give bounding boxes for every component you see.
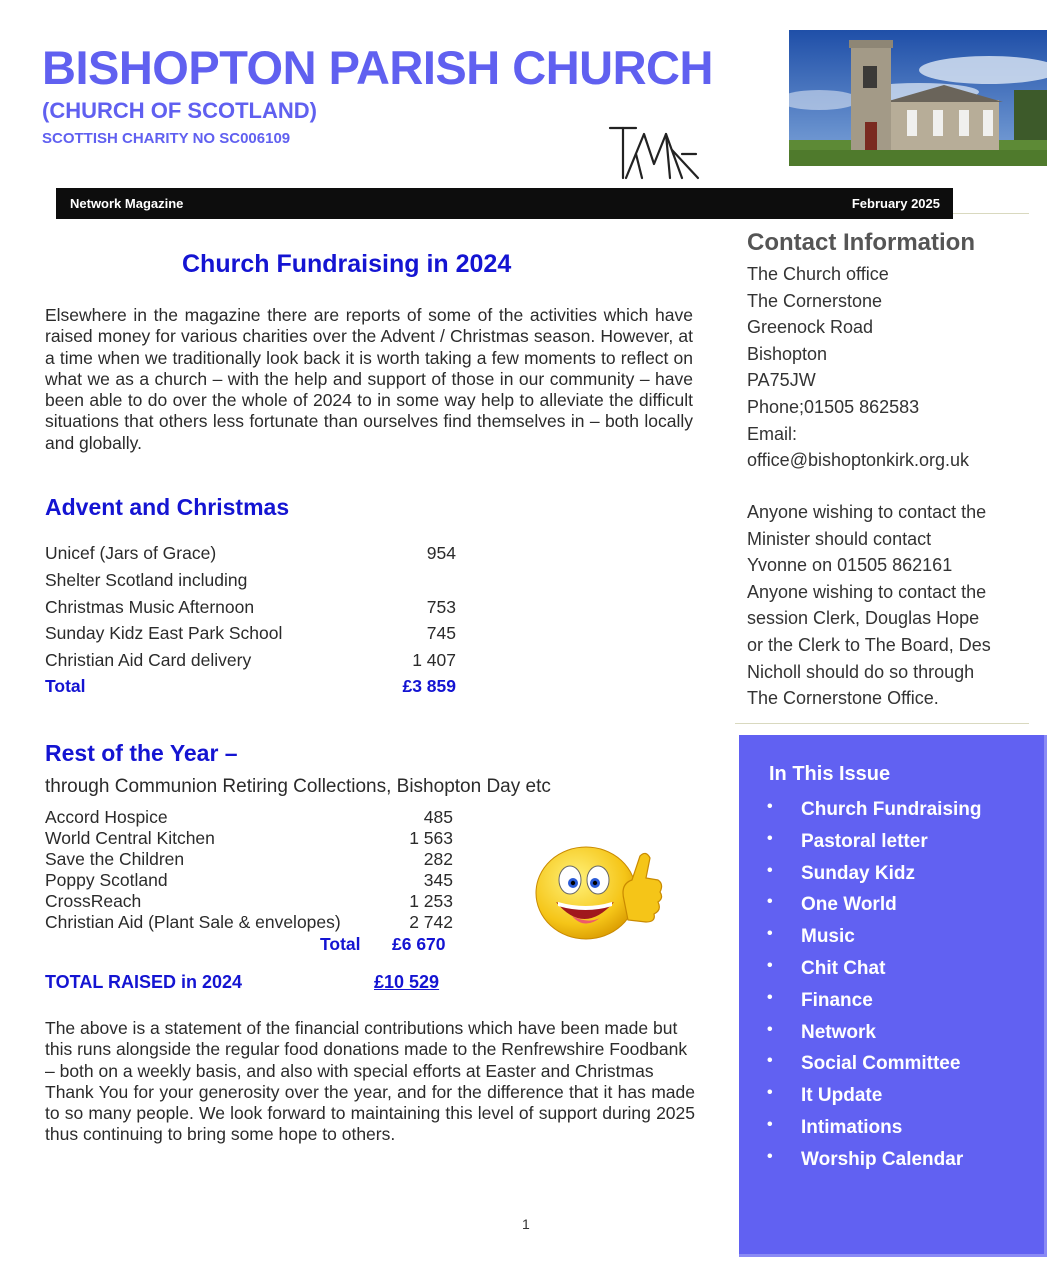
bullet-icon: • <box>767 829 773 847</box>
in-this-issue-box <box>739 735 1047 1257</box>
rest-subheading: through Communion Retiring Collections, Bishopton Day etc <box>45 776 551 797</box>
total-label: Total <box>45 676 86 696</box>
contact-note: Yvonne on 01505 862161 <box>747 555 953 576</box>
row-value: 1 253 <box>409 891 453 911</box>
row-value: 1 563 <box>409 828 453 848</box>
divider <box>953 213 1029 214</box>
contact-heading: Contact Information <box>747 229 975 256</box>
closing-paragraph: Thank You for your generosity over the year, and for the difference that it has made to so many people. We look forward to maintaining this level of support during 2025 thus continuing to bring some hope to others. <box>45 1081 695 1145</box>
row-value: 2 742 <box>409 912 453 932</box>
page-number: 1 <box>522 1216 530 1232</box>
contact-line: Phone;01505 862583 <box>747 396 920 417</box>
closing-text <box>45 1018 695 1146</box>
in-this-issue-title: In This Issue <box>769 763 891 785</box>
contact-block <box>747 261 969 474</box>
bullet-icon: • <box>767 1020 773 1038</box>
bullet-icon: • <box>767 1084 773 1102</box>
row-label: Sunday Kidz East Park School <box>45 623 283 643</box>
row-value: 345 <box>423 870 453 890</box>
rest-row <box>45 891 455 912</box>
contact-line: Email: <box>747 423 798 444</box>
advent-row <box>45 623 458 644</box>
issue-item-label: Church Fundraising <box>801 799 982 820</box>
advent-heading: Advent and Christmas <box>45 494 290 520</box>
issue-item[interactable] <box>767 894 982 926</box>
issue-item-label: It Update <box>801 1085 883 1107</box>
rest-row <box>45 849 455 870</box>
closing-paragraph: The above is a statement of the financial contributions which have been made but this runs alongside the regular food donations made to the Renfrewshire Foodbank – both on a weekly basis, and also with special efforts at Easter and Christmas <box>45 1018 688 1081</box>
rest-total-row <box>320 934 446 955</box>
row-value: 1 407 <box>412 650 456 670</box>
issue-item-label: Sunday Kidz <box>801 862 916 884</box>
advent-row <box>45 570 458 591</box>
banner-issue-date: February 2025 <box>851 196 940 211</box>
contact-notes <box>747 499 991 712</box>
contact-note: session Clerk, Douglas Hope <box>747 608 980 629</box>
bullet-icon: • <box>767 956 773 974</box>
magazine-banner <box>56 188 953 219</box>
contact-note: or the Clerk to The Board, Des <box>747 634 991 655</box>
advent-row <box>45 543 458 564</box>
contact-note: Anyone wishing to contact the <box>747 581 987 602</box>
issue-item-label: Worship Calendar <box>801 1148 964 1170</box>
rest-row <box>45 828 455 849</box>
rest-row <box>45 912 455 933</box>
church-photo <box>789 30 1047 166</box>
contact-note: Nicholl should do so through <box>747 661 975 682</box>
divider <box>735 723 1029 724</box>
bullet-icon: • <box>767 1052 773 1070</box>
issue-item-label: Music <box>801 926 855 948</box>
row-label: Poppy Scotland <box>45 870 168 890</box>
issue-item-label: Network <box>801 1021 876 1043</box>
subtitle: (CHURCH OF SCOTLAND) <box>42 98 317 123</box>
row-label: Accord Hospice <box>45 807 168 827</box>
bullet-icon: • <box>767 988 773 1006</box>
issue-item-label: Finance <box>801 989 873 1011</box>
issue-item[interactable] <box>767 958 982 990</box>
grand-total-label: TOTAL RAISED in 2024 <box>45 972 243 992</box>
article-heading: Church Fundraising in 2024 <box>182 250 512 278</box>
row-value: 485 <box>423 807 453 827</box>
total-value: £6 670 <box>392 934 446 954</box>
grand-total-value: £10 529 <box>374 972 440 992</box>
issue-item[interactable] <box>767 1085 982 1117</box>
issue-item[interactable] <box>767 1149 982 1181</box>
rest-row <box>45 807 455 828</box>
contact-line: The Cornerstone <box>747 290 883 311</box>
issue-item[interactable] <box>767 926 982 958</box>
row-label: Save the Children <box>45 849 185 869</box>
tma-logo <box>606 124 702 182</box>
row-label: World Central Kitchen <box>45 828 215 848</box>
contact-line: PA75JW <box>747 370 816 391</box>
email-link[interactable]: office@bishoptonkirk.org.uk <box>747 450 970 471</box>
row-label: Unicef (Jars of Grace) <box>45 543 217 563</box>
thumbs-up-smiley <box>528 840 666 942</box>
row-label: Christian Aid (Plant Sale & envelopes) <box>45 912 341 932</box>
row-value: 954 <box>426 543 456 563</box>
bullet-icon: • <box>767 925 773 943</box>
bullet-icon: • <box>767 1115 773 1133</box>
rest-row <box>45 870 455 891</box>
contact-note: Anyone wishing to contact the <box>747 502 987 522</box>
row-label: Shelter Scotland including <box>45 570 248 590</box>
row-label: CrossReach <box>45 891 142 911</box>
banner-magazine-name: Network Magazine <box>70 196 184 211</box>
issue-item-label: Pastoral letter <box>801 830 928 852</box>
issue-item[interactable] <box>767 1117 982 1149</box>
row-label: Christmas Music Afternoon <box>45 597 255 617</box>
advent-row <box>45 650 458 671</box>
advent-total-row <box>45 676 458 697</box>
page-title: BISHOPTON PARISH CHURCH <box>42 41 713 94</box>
row-value: 745 <box>426 623 456 643</box>
contact-line: Greenock Road <box>747 317 874 338</box>
issue-list <box>767 799 982 1181</box>
contact-note: The Cornerstone Office. <box>747 688 939 709</box>
bullet-icon: • <box>767 798 773 815</box>
charity-number: SCOTTISH CHARITY NO SC006109 <box>42 130 291 147</box>
row-value: 282 <box>423 849 453 869</box>
bullet-icon: • <box>767 893 773 911</box>
total-value: £3 859 <box>402 676 456 696</box>
contact-line: The Church office <box>747 264 889 284</box>
advent-row <box>45 597 458 618</box>
issue-item-label: One World <box>801 894 897 916</box>
issue-item[interactable] <box>767 799 982 831</box>
row-label: Christian Aid Card delivery <box>45 650 252 670</box>
issue-item[interactable] <box>767 831 982 863</box>
contact-line: Bishopton <box>747 343 828 364</box>
rest-heading: Rest of the Year – <box>45 740 238 766</box>
bullet-icon: • <box>767 1147 773 1165</box>
intro-paragraph: Elsewhere in the magazine there are reports of some of the activities which have raised money for various charities over the Advent / Christmas season. However, at a time when we traditionally look back it is worth taking a few moments to reflect on what we as a church – with the help and support of those in our community – have been able to do over the whole of 2024 to in some way help to alleviate the difficult situations that others less fortunate than ourselves find themselves in – both locally and globally. <box>45 305 693 453</box>
contact-note: Minister should contact <box>747 528 932 549</box>
issue-item-label: Chit Chat <box>801 957 886 979</box>
total-label: Total <box>320 934 361 954</box>
issue-item[interactable] <box>767 1053 982 1085</box>
issue-item-label: Social Committee <box>801 1053 961 1075</box>
issue-item[interactable] <box>767 1022 982 1054</box>
issue-item[interactable] <box>767 863 982 895</box>
issue-item[interactable] <box>767 990 982 1022</box>
bullet-icon: • <box>767 861 773 879</box>
row-value: 753 <box>426 597 456 617</box>
issue-item-label: Intimations <box>801 1116 903 1138</box>
